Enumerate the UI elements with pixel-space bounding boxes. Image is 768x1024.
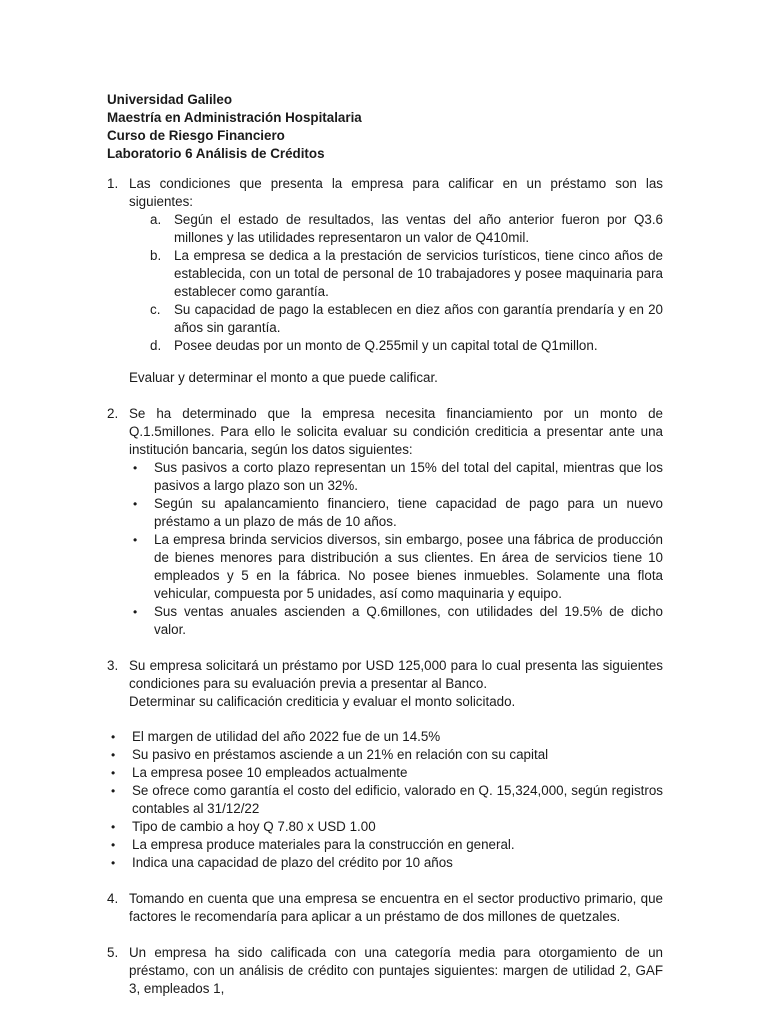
bullet-item — [107, 764, 663, 782]
bullet-list — [107, 728, 663, 872]
bullet-icon: • — [111, 838, 116, 852]
bullet-icon: • — [111, 730, 116, 744]
bullet-item — [107, 746, 663, 764]
bullet-text: La empresa posee 10 empleados actualmente — [132, 765, 408, 780]
bullet-text: La empresa brinda servicios diversos, sin embargo, posee una fábrica de producción de bienes menores para distribución a sus clientes. En área de servicios tiene 10 empleados y 5 en la fábrica. No posee bienes inmuebles. Solamente una flota vehicular, compuesta por 5 unidades, así como maquinaria y equipo. — [154, 532, 663, 601]
bullet-icon: • — [133, 605, 138, 619]
bullet-list — [129, 459, 663, 639]
bullet-item — [107, 782, 663, 818]
sub-letter: a. — [150, 212, 162, 227]
bullet-icon: • — [133, 497, 138, 511]
question-5 — [107, 944, 663, 998]
sub-item-c — [129, 301, 663, 337]
question-number: 5. — [107, 945, 119, 960]
bullet-item — [107, 728, 663, 746]
sub-item-a — [129, 211, 663, 247]
sub-item-text: La empresa se dedica a la prestación de servicios turísticos, tiene cinco años de establecida, con un total de personal de 10 trabajadores y posee maquinaria para establecer como garantía. — [174, 248, 663, 299]
bullet-text: Se ofrece como garantía el costo del edificio, valorado en Q. 15,324,000, según registros contables al 31/12/22 — [132, 783, 663, 816]
sub-item-text: Posee deudas por un monto de Q.255mil y un capital total de Q1millon. — [174, 338, 598, 353]
lab-title: Laboratorio 6 Análisis de Créditos — [107, 146, 325, 161]
bullet-icon: • — [133, 461, 138, 475]
question-2 — [107, 405, 663, 639]
bullet-text: Su pasivo en préstamos asciende a un 21% en relación con su capital — [132, 747, 549, 762]
bullet-text: Tipo de cambio a hoy Q 7.80 x USD 1.00 — [132, 819, 376, 834]
bullet-text: Sus ventas anuales ascienden a Q.6millones, con utilidades del 19.5% de dicho valor. — [154, 604, 663, 637]
bullet-item — [129, 459, 663, 495]
sub-item-text: Su capacidad de pago la establecen en diez años con garantía prendaría y en 20 años sin garantía. — [174, 302, 663, 335]
university-name: Universidad Galileo — [107, 92, 233, 107]
question-number: 3. — [107, 658, 119, 673]
bullet-text: La empresa produce materiales para la construcción en general. — [132, 837, 515, 852]
bullet-icon: • — [111, 748, 116, 762]
question-intro: Un empresa ha sido calificada con una categoría media para otorgamiento de un préstamo, con un análisis de crédito con puntajes siguientes: margen de utilidad 2, GAF 3, empleados 1, — [129, 945, 663, 996]
bullet-icon: • — [111, 766, 116, 780]
sub-list — [129, 211, 663, 355]
bullet-item — [129, 531, 663, 603]
bullet-text: El margen de utilidad del año 2022 fue de un 14.5% — [132, 729, 441, 744]
question-intro: Las condiciones que presenta la empresa para calificar en un préstamo son las siguientes: — [129, 176, 663, 209]
question-intro: Tomando en cuenta que una empresa se encuentra en el sector productivo primario, que factores le recomendaría para aplicar a un préstamo de dos millones de quetzales. — [129, 891, 663, 924]
bullet-item — [129, 603, 663, 639]
question-number: 2. — [107, 406, 119, 421]
sub-letter: d. — [150, 338, 162, 353]
sub-item-b — [129, 247, 663, 301]
bullet-item — [129, 495, 663, 531]
sub-item-text: Según el estado de resultados, las ventas del año anterior fueron por Q3.6 millones y las utilidades representaron un valor de Q410mil. — [174, 212, 663, 245]
program-name: Maestría en Administración Hospitalaria — [107, 110, 362, 125]
bullet-icon: • — [111, 856, 116, 870]
question-1 — [107, 175, 663, 387]
sub-letter: c. — [150, 302, 161, 317]
course-name: Curso de Riesgo Financiero — [107, 128, 285, 143]
sub-item-d — [129, 337, 663, 355]
bullet-text: Según su apalancamiento financiero, tiene capacidad de pago para un nuevo préstamo a un plazo de más de 10 años. — [154, 496, 663, 529]
question-4 — [107, 890, 663, 926]
bullet-text: Sus pasivos a corto plazo representan un 15% del total del capital, mientras que los pasivos a largo plazo son un 32%. — [154, 460, 663, 493]
bullet-item — [107, 818, 663, 836]
question-number: 4. — [107, 891, 119, 906]
document-content — [107, 91, 663, 998]
question-intro: Su empresa solicitará un préstamo por USD 125,000 para lo cual presenta las siguientes condiciones para su evaluación previa a presentar al Banco. — [129, 658, 663, 691]
bullet-icon: • — [133, 533, 138, 547]
question-intro: Se ha determinado que la empresa necesita financiamiento por un monto de Q.1.5millones. Para ello le solicita evaluar su condición crediticia a presentar ante una institución bancaria, según los datos siguientes: — [129, 406, 663, 457]
bullet-item — [107, 854, 663, 872]
bullet-icon: • — [111, 784, 116, 798]
question-instruction: Determinar su calificación crediticia y evaluar el monto solicitado. — [129, 694, 516, 709]
bullet-item — [107, 836, 663, 854]
question-closing: Evaluar y determinar el monto a que puede calificar. — [129, 370, 438, 385]
question-number: 1. — [107, 176, 119, 191]
question-3 — [107, 657, 663, 711]
bullet-icon: • — [111, 820, 116, 834]
document-header — [107, 91, 663, 163]
bullet-text: Indica una capacidad de plazo del crédito por 10 años — [132, 855, 453, 870]
sub-letter: b. — [150, 248, 162, 263]
